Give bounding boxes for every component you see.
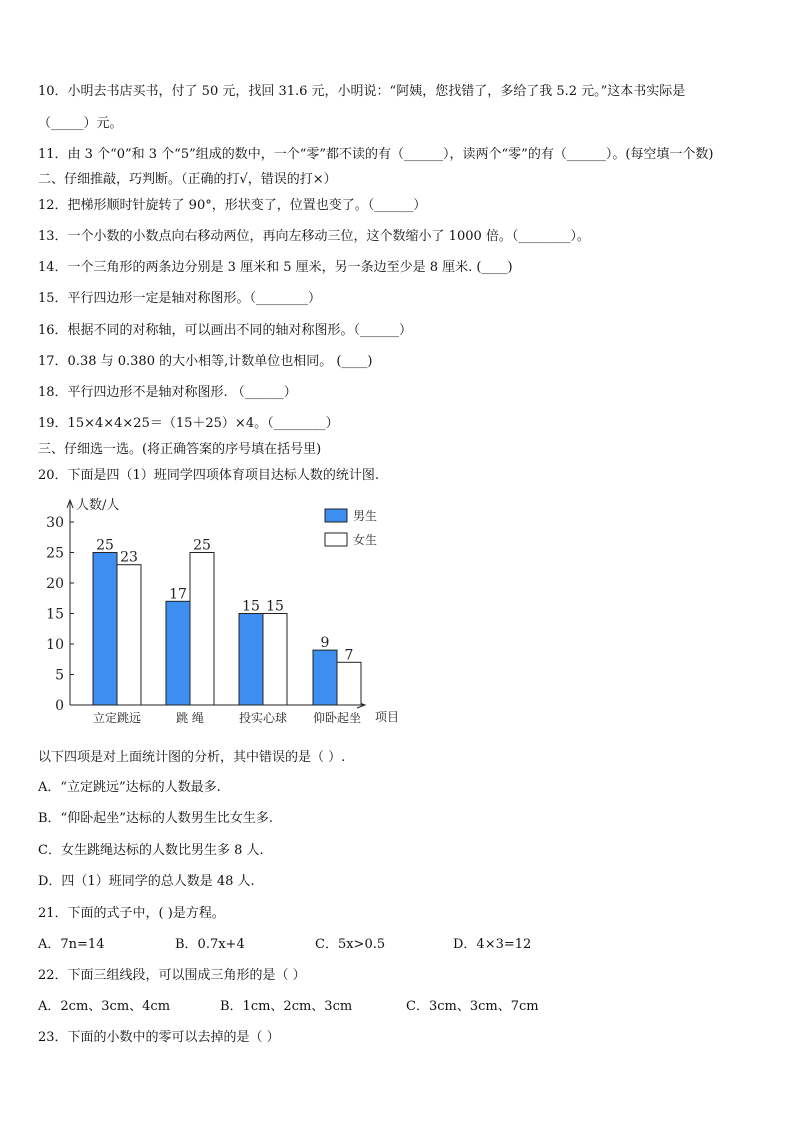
legend-swatch: [325, 509, 347, 522]
question-20: 20．下面是四（1）班同学四项体育项目达标人数的统计图.: [38, 468, 379, 483]
category-label: 仰卧起坐: [312, 711, 362, 725]
question-15: 15．平行四边形一定是轴对称图形。（________）: [38, 291, 322, 306]
option-c: C．女生跳绳达标的人数比男生多 8 人.: [38, 843, 264, 858]
bar-boys: [93, 553, 117, 706]
question-18: 18．平行四边形不是轴对称图形. （______）: [38, 385, 297, 400]
data-label: 7: [344, 647, 354, 664]
question-14: 14．一个三角形的两条边分别是 3 厘米和 5 厘米，另一条边至少是 8 厘米. (____): [38, 260, 513, 275]
category-label: 立定跳远: [92, 711, 142, 725]
question-11: 11．由 3 个“0”和 3 个“5”组成的数中，一个“零”都不读的有（______），读两个“零”的有（______）。(每空填一个数): [38, 147, 714, 162]
question-10-line1: 10．小明去书店买书，付了 50 元，找回 31.6 元，小明说：“阿姨，您找错了，多给了我 5.2 元。”这本书实际是: [38, 84, 686, 99]
bar-boys: [313, 650, 337, 705]
section-2-heading: 二、仔细推敲，巧判断。（正确的打√，错误的打×）: [38, 172, 337, 187]
q21-option-d: D．4×3=12: [453, 937, 532, 952]
q21-option-b: B．0.7x+4: [175, 937, 245, 952]
category-label: 投实心球: [238, 711, 288, 725]
legend-label: 女生: [353, 533, 378, 547]
data-label: 25: [96, 537, 114, 554]
question-17: 17．0.38 与 0.380 的大小相等,计数单位也相同。 (____): [38, 354, 373, 369]
data-label: 15: [242, 598, 260, 615]
section-3-heading: 三、仔细选一选。(将正确答案的序号填在括号里): [38, 442, 322, 457]
x-axis-label: 项目: [375, 710, 400, 724]
bar-boys: [239, 614, 263, 706]
legend-label: 男生: [353, 509, 378, 523]
bar-girls: [263, 614, 287, 706]
y-tick-label: 15: [46, 606, 64, 623]
question-22: 22．下面三组线段，可以围成三角形的是（ ）: [38, 968, 306, 983]
q21-option-a: A．7n=14: [38, 937, 105, 952]
bar-boys: [166, 601, 190, 705]
question-10-line2: （_____）元。: [38, 116, 123, 131]
q22-option-a: A．2cm、3cm、4cm: [38, 999, 171, 1014]
y-tick-label: 0: [55, 698, 64, 714]
data-label: 15: [266, 598, 284, 615]
option-a: A．“立定跳远”达标的人数最多.: [38, 780, 221, 795]
question-12: 12．把梯形顺时针旋转了 90°，形状变了，位置也变了。（______）: [38, 198, 427, 213]
bar-chart-svg: [38, 492, 418, 732]
y-axis-label: 人数/人: [76, 498, 120, 513]
y-tick-label: 20: [46, 576, 64, 592]
q21-option-c: C．5x>0.5: [315, 937, 386, 952]
data-label: 9: [320, 635, 330, 652]
bar-chart: [38, 492, 418, 732]
question-21: 21．下面的式子中，( )是方程。: [38, 906, 225, 921]
legend-swatch: [325, 533, 347, 546]
question-23: 23．下面的小数中的零可以去掉的是（ ）: [38, 1030, 280, 1045]
y-tick-label: 30: [46, 515, 64, 531]
option-d: D．四（1）班同学的总人数是 48 人.: [38, 874, 255, 889]
data-label: 17: [169, 586, 187, 603]
data-label: 25: [193, 537, 211, 554]
question-16: 16．根据不同的对称轴，可以画出不同的轴对称图形。（______）: [38, 323, 413, 338]
bar-girls: [337, 662, 361, 705]
question-13: 13．一个小数的小数点向右移动两位，再向左移动三位，这个数缩小了 1000 倍。（________）。: [38, 229, 590, 244]
category-label: 跳 绳: [176, 711, 204, 725]
q22-option-b: B．1cm、2cm、3cm: [220, 999, 353, 1014]
bar-girls: [190, 553, 214, 706]
data-label: 23: [120, 549, 138, 566]
question-20-prompt: 以下四项是对上面统计图的分析，其中错误的是（ ）.: [38, 750, 346, 765]
y-tick-label: 5: [55, 667, 64, 684]
y-tick-label: 25: [46, 545, 64, 562]
option-b: B．“仰卧起坐”达标的人数男生比女生多.: [38, 811, 273, 826]
y-tick-label: 10: [46, 637, 64, 653]
question-19: 19．15×4×4×25＝（15＋25）×4。（________）: [38, 416, 339, 431]
q22-option-c: C．3cm、3cm、7cm: [406, 999, 539, 1014]
bar-girls: [117, 565, 141, 705]
